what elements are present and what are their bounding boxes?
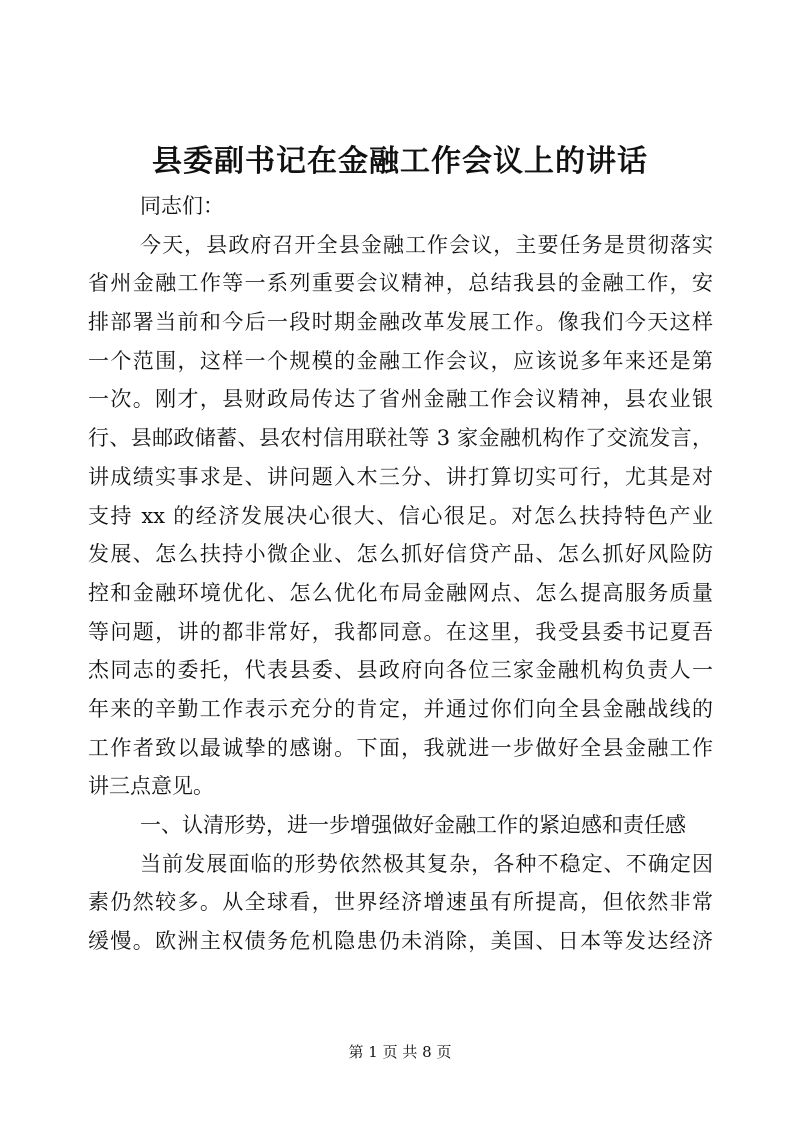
body-line: 工作者致以最诚挚的感谢。下面，我就进一步做好全县金融工作 [88,735,713,760]
body-line: 一个范围，这样一个规模的金融工作会议，应该说多年来还是第 [88,348,713,373]
page-footer: 第 1 页 共 8 页 [348,1043,452,1061]
body-line: 素仍然较多。从全球看，世界经济增速虽有所提高，但依然非常 [88,890,713,915]
section-heading: 一、认清形势，进一步增强做好金融工作的紧迫感和责任感 [140,813,686,837]
body-line: 控和金融环境优化、怎么优化布局金融网点、怎么提高服务质量 [88,580,713,605]
body-line: 今天，县政府召开全县金融工作会议，主要任务是贯彻落实 [140,232,713,257]
body-line: 当前发展面临的形势依然极其复杂，各种不稳定、不确定因 [140,851,713,876]
salutation-line: 同志们： [140,194,224,218]
body-line: 讲成绩实事求是、讲问题入木三分、讲打算切实可行，尤其是对 [88,464,713,489]
body-line: 年来的辛勤工作表示充分的肯定，并通过你们向全县金融战线的 [88,696,713,721]
body-line: 等问题，讲的都非常好，我都同意。在这里，我受县委书记夏吾 [88,619,713,644]
body-line: 发展、怎么扶持小微企业、怎么抓好信贷产品、怎么抓好风险防 [88,542,713,567]
body-line: 讲三点意见。 [88,774,214,799]
document-title: 县委副书记在金融工作会议上的讲话 [152,144,648,179]
body-line: 行、县邮政储蓄、县农村信用联社等 3 家金融机构作了交流发言， [88,426,713,451]
body-line: 杰同志的委托，代表县委、县政府向各位三家金融机构负责人一 [88,658,713,683]
body-line: 一次。刚才，县财政局传达了省州金融工作会议精神，县农业银 [88,387,713,412]
body-line: 省州金融工作等一系列重要会议精神，总结我县的金融工作，安 [88,271,713,296]
body-line: 排部署当前和今后一段时期金融改革发展工作。像我们今天这样 [88,310,713,335]
document-body [88,187,713,961]
body-line: 支持 xx 的经济发展决心很大、信心很足。对怎么扶持特色产业 [88,503,713,528]
body-line: 缓慢。欧洲主权债务危机隐患仍未消除，美国、日本等发达经济 [88,929,713,954]
